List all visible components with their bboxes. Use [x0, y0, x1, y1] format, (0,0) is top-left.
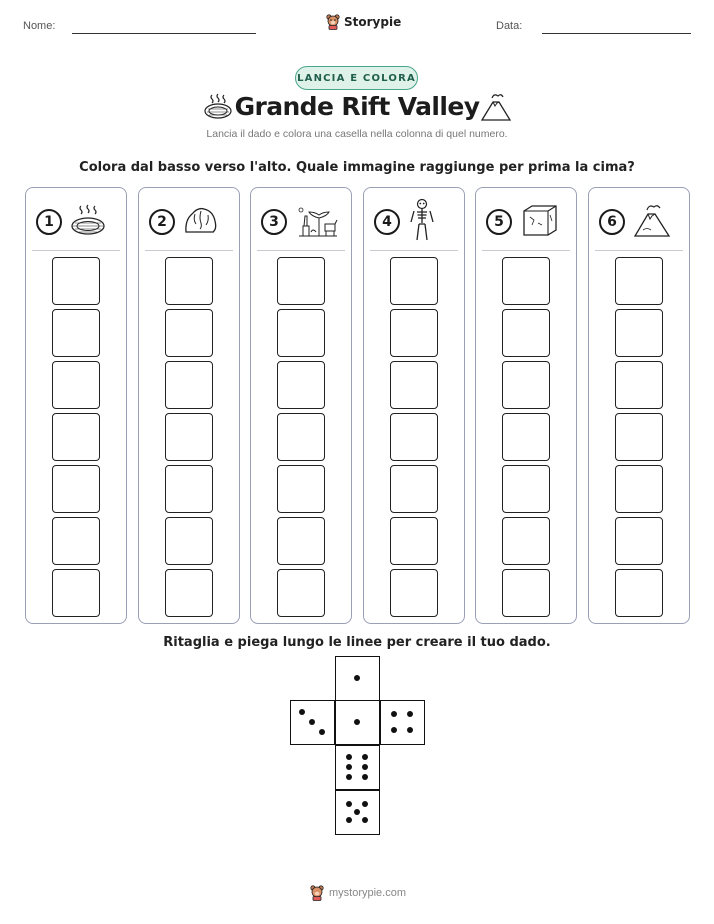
column-number: 1: [36, 209, 62, 235]
die-pip: [354, 719, 360, 725]
color-cell[interactable]: [277, 257, 325, 305]
color-cell[interactable]: [502, 517, 550, 565]
die-pip: [362, 774, 368, 780]
die-pip: [362, 801, 368, 807]
column-divider: [145, 250, 233, 251]
hot-spring-icon: [70, 204, 106, 241]
color-cell[interactable]: [277, 361, 325, 409]
color-cell[interactable]: [502, 257, 550, 305]
column-number: 6: [599, 209, 625, 235]
die-pip: [309, 719, 315, 725]
die-face-4: [380, 700, 425, 745]
die-face-1: [335, 656, 380, 701]
volcano-icon: [633, 202, 671, 243]
column-number: 5: [486, 209, 512, 235]
die-face-5: [335, 790, 380, 835]
column-header: [149, 202, 233, 242]
page-title: Grande Rift Valley: [234, 92, 480, 121]
color-cell[interactable]: [277, 465, 325, 513]
color-cell[interactable]: [52, 517, 100, 565]
footer: [310, 885, 406, 901]
column-header: [261, 202, 345, 242]
die-pip: [362, 817, 368, 823]
die-pip: [407, 727, 413, 733]
color-cell[interactable]: [615, 569, 663, 617]
color-cell[interactable]: [277, 413, 325, 461]
cut-instruction: Ritaglia e piega lungo le linee per creare il tuo dado.: [163, 635, 551, 650]
die-pip: [346, 817, 352, 823]
color-cell[interactable]: [502, 361, 550, 409]
rock-block-icon: [520, 203, 560, 242]
die-pip: [391, 727, 397, 733]
roll-column-2: [138, 187, 240, 624]
color-cell[interactable]: [165, 465, 213, 513]
savanna-animals-icon: [295, 202, 339, 243]
color-cell[interactable]: [165, 361, 213, 409]
color-cell[interactable]: [502, 309, 550, 357]
name-line[interactable]: [72, 33, 256, 34]
date-label: Data:: [496, 20, 523, 32]
color-cell[interactable]: [52, 309, 100, 357]
column-number: 4: [374, 209, 400, 235]
page-subtitle: Lancia il dado e colora una casella nella colonna di quel numero.: [206, 128, 508, 140]
die-pip: [346, 754, 352, 760]
column-header: [599, 202, 683, 242]
die-pip: [346, 774, 352, 780]
bear-mascot-icon: [310, 885, 324, 901]
color-cell[interactable]: [52, 361, 100, 409]
color-cell[interactable]: [165, 257, 213, 305]
color-cell[interactable]: [615, 413, 663, 461]
color-cell[interactable]: [52, 465, 100, 513]
bear-mascot-icon: [326, 14, 340, 30]
activity-badge: LANCIA E COLORA: [295, 66, 418, 90]
column-divider: [32, 250, 120, 251]
column-header: [36, 202, 120, 242]
color-cell[interactable]: [390, 413, 438, 461]
column-divider: [482, 250, 570, 251]
die-pip: [346, 764, 352, 770]
column-number: 3: [261, 209, 287, 235]
die-pip: [362, 764, 368, 770]
color-cell[interactable]: [390, 309, 438, 357]
color-cell[interactable]: [615, 465, 663, 513]
die-face-6: [335, 745, 380, 790]
color-cell[interactable]: [52, 569, 100, 617]
column-divider: [595, 250, 683, 251]
column-header: [486, 202, 570, 242]
color-cell[interactable]: [390, 257, 438, 305]
color-cell[interactable]: [390, 361, 438, 409]
color-cell[interactable]: [390, 465, 438, 513]
column-number: 2: [149, 209, 175, 235]
color-cell[interactable]: [502, 569, 550, 617]
game-instruction: Colora dal basso verso l'alto. Quale immagine raggiunge per prima la cima?: [79, 160, 635, 175]
color-cell[interactable]: [615, 517, 663, 565]
color-cell[interactable]: [277, 309, 325, 357]
color-cell[interactable]: [390, 569, 438, 617]
color-cell[interactable]: [615, 361, 663, 409]
column-divider: [257, 250, 345, 251]
color-cell[interactable]: [615, 309, 663, 357]
roll-column-6: [588, 187, 690, 624]
die-pip: [391, 711, 397, 717]
roll-column-1: [25, 187, 127, 624]
color-cell[interactable]: [165, 413, 213, 461]
color-cell[interactable]: [165, 517, 213, 565]
color-cell[interactable]: [390, 517, 438, 565]
die-pip: [354, 675, 360, 681]
die-pip: [362, 754, 368, 760]
skeleton-icon: [408, 198, 436, 247]
name-label: Nome:: [23, 20, 56, 32]
color-cell[interactable]: [277, 517, 325, 565]
color-cell[interactable]: [502, 413, 550, 461]
die-pip: [354, 809, 360, 815]
color-cell[interactable]: [165, 309, 213, 357]
die-face-1: [335, 700, 380, 745]
color-cell[interactable]: [277, 569, 325, 617]
color-cell[interactable]: [502, 465, 550, 513]
volcano-icon: [480, 92, 512, 122]
die-face-3: [290, 700, 335, 745]
roll-column-3: [250, 187, 352, 624]
die-pip: [346, 801, 352, 807]
die-pip: [319, 729, 325, 735]
column-header: [374, 202, 458, 242]
die-pip: [407, 711, 413, 717]
lava-rock-icon: [183, 204, 219, 241]
roll-column-4: [363, 187, 465, 624]
color-cell[interactable]: [52, 413, 100, 461]
brand-logo: [326, 14, 401, 30]
color-cell[interactable]: [615, 257, 663, 305]
footer-url: mystorypie.com: [329, 887, 407, 899]
brand-name: Storypie: [344, 15, 402, 29]
die-pip: [299, 709, 305, 715]
color-cell[interactable]: [52, 257, 100, 305]
column-divider: [370, 250, 458, 251]
date-line[interactable]: [542, 33, 691, 34]
roll-column-5: [475, 187, 577, 624]
color-cell[interactable]: [165, 569, 213, 617]
